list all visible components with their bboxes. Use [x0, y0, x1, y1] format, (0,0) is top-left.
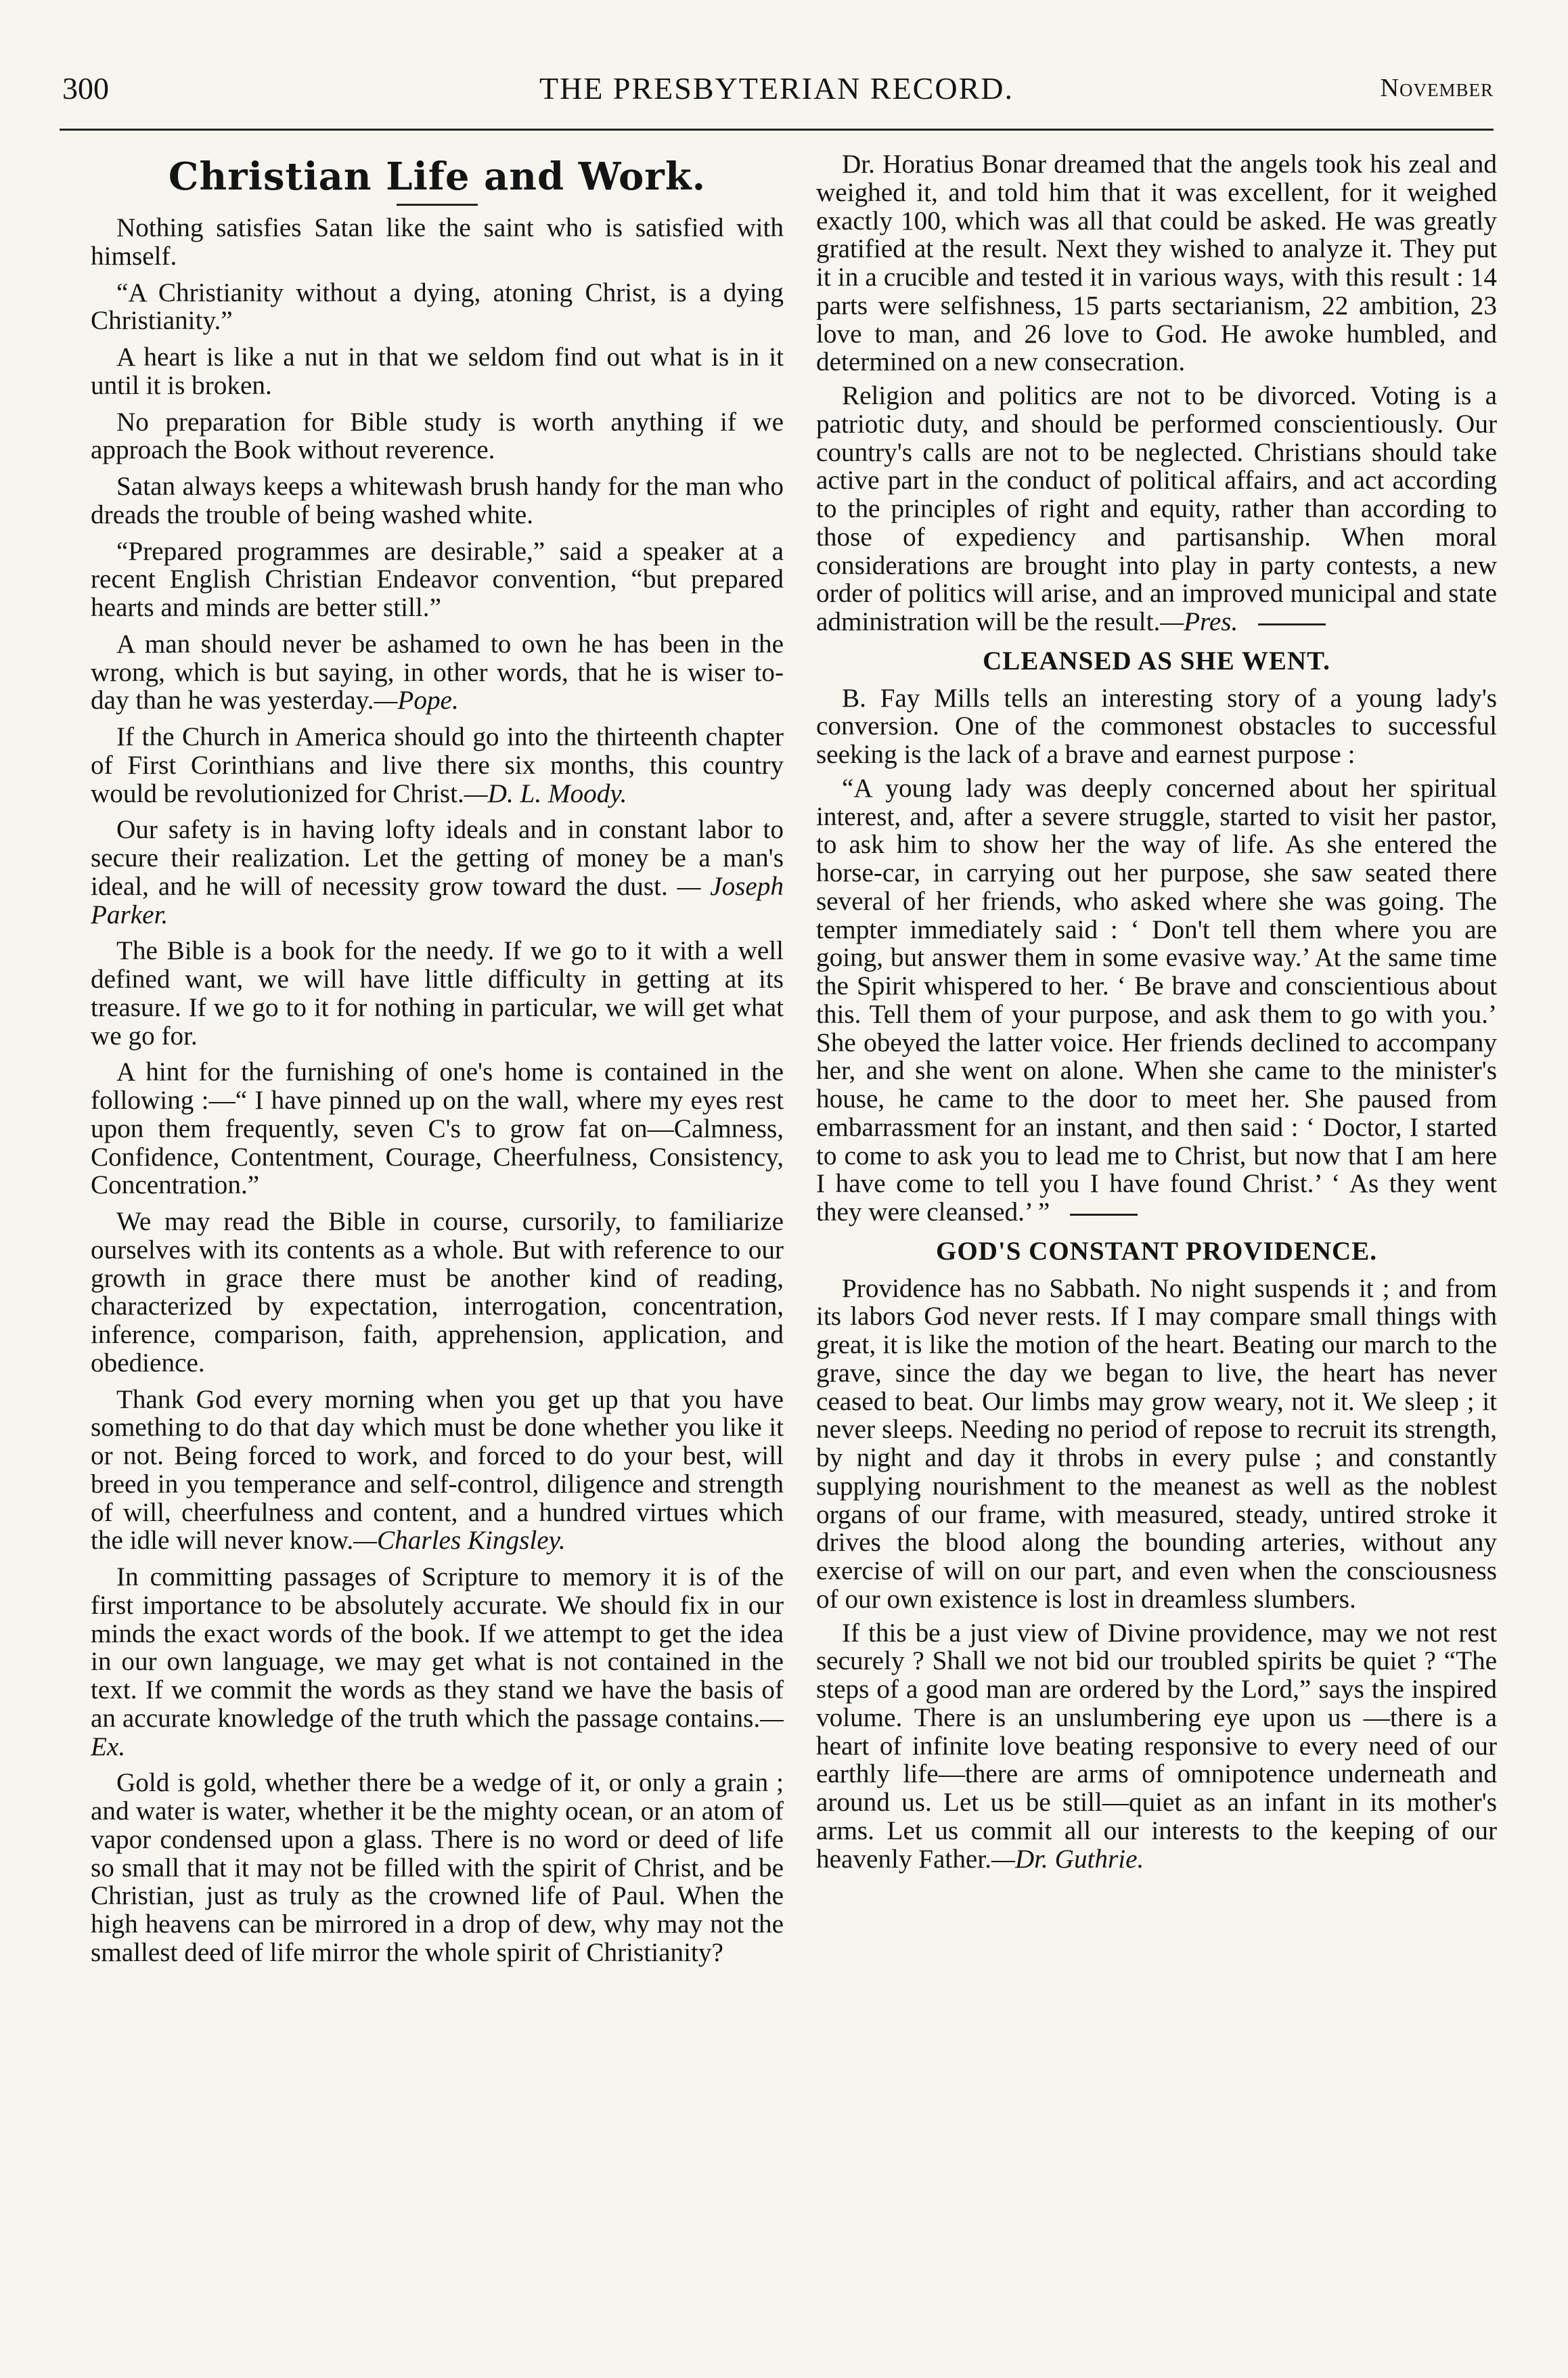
paragraph — [816, 774, 1497, 1227]
attribution: — Joseph Parker. — [91, 871, 784, 929]
paragraph-text: “A young lady was deeply concerned about her spiritual interest, and, after a severe struggle, started to visit her pastor, to ask him to show her the way of life. As she entered the horse-car, in carrying out her purpose, she saw seated there several of her friends, who asked where she was going. The tempter immediately said : ‘ Don't tell them where you are going, but answer them in some evasive way.’ At the same time the Spirit whispered to her. ‘ Be brave and conscientious about this. Tell them of your purpose, and ask them to go with you.’ She obeyed the latter voice. Her friends declined to accompany her, and she went on alone. When she came to the minister's house, he came to the door to meet her. She paused from embarrassment for an instant, and then said : ‘ Doctor, I started to come to ask you to lead me to Christ, but now that I am here I have come to tell you I have found Christ.’ ‘ As they went they were cleansed.’ ” — [816, 773, 1497, 1227]
providence-paragraphs — [816, 1275, 1497, 1874]
header-rule — [60, 129, 1494, 131]
providence-heading: GOD'S CONSTANT PROVIDENCE. — [936, 1236, 1377, 1266]
paragraph-text: Gold is gold, whether there be a wedge of it, or only a grain ; and water is water, whether it be the mighty ocean, or an atom of vapor condensed upon a glass. There is no word or deed of life so small that it may not be filled with the spirit of Christ, and be Christian, just as truly as the crowned life of Paul. When the high heavens can be mirrored in a drop of dew, why may not the smallest deed of life mirror the whole spirit of Christianity? — [91, 1768, 784, 1967]
left-column — [91, 150, 784, 1975]
right-intro-paragraphs — [816, 150, 1497, 636]
paragraph-text: Thank God every morning when you get up that you have something to do that day which must be done whether you like it or not. Being forced to work, and forced to do your best, will breed in you temperance and self-control, diligence and strength of will, cheerfulness and content, and a hundred virtues which the idle will never know. — [91, 1384, 784, 1556]
cleansed-paragraphs — [816, 684, 1497, 1227]
paragraph-text: Dr. Horatius Bonar dreamed that the angels took his zeal and weighed it, and told him that it was excellent, for it weighed exactly 100, which was all that could be asked. He was greatly gratified at the result. Next they wished to analyze it. They put it in a crucible and tested it in various ways, with this result : 14 parts were selfishness, 15 parts sectarianism, 22 ambition, 23 love to man, and 26 love to God. He awoke humbled, and determined on a new consecration. — [816, 150, 1497, 377]
paragraph — [816, 382, 1497, 636]
cleansed-heading: CLEANSED AS SHE WENT. — [983, 646, 1330, 676]
paragraph-text: If this be a just view of Divine providence, may we not rest securely ? Shall we not bid our troubled spirits be quiet ? “The steps of a good man are ordered by the Lord,” says the inspired volume. There is an unslumbering eye upon us —there is a heart of infinite love beating responsive to every need of our earthly life—there are arms of omnipotence underneath and around us. Let us be still—quiet as an infant in its mother's arms. Let us commit all our interests to the keeping of our heavenly Father. — [816, 1618, 1497, 1874]
paragraph-text: A hint for the furnishing of one's home is contained in the following :—“ I have pinned up on the wall, where my eyes rest upon them frequently, seven C's to grow fat on—Calmness, Confidence, Contentment, Courage, Cheerfulness, Consistency, Concentration.” — [91, 1057, 784, 1200]
paragraph-text: In committing passages of Scripture to memory it is of the first importance to be absolutely accurate. We should fix in our minds the exact words of the book. If we attempt to get the idea in our own language, we may get what is not contained in the text. If we commit the words as they stand we have the basis of an accurate knowledge of the truth which the passage contains. — [91, 1562, 784, 1733]
paragraph-text: B. Fay Mills tells an interesting story of a young lady's conversion. One of the commonest obstacles to successful seeking is the lack of a brave and earnest purpose : — [816, 683, 1497, 770]
paragraph-text: Religion and politics are not to be divorced. Voting is a patriotic duty, and should be performed conscientiously. Our country's calls are not to be neglected. Christians should take active part in the conduct of political affairs, and act according to the principles of right and equity, rather than according to those of expediency and partisanship. When moral considerations are brought into play in party contests, a new order of politics will arise, and an improved municipal and state administration will be the result. — [816, 381, 1497, 636]
paragraph — [91, 408, 784, 465]
paragraph — [91, 1058, 784, 1199]
paragraph — [91, 343, 784, 400]
attribution: —Pope. — [374, 686, 459, 715]
paragraph — [91, 937, 784, 1050]
paragraph — [91, 1769, 784, 1966]
paragraph-text: A heart is like a nut in that we seldom find out what is in it until it is broken. — [91, 343, 784, 400]
paragraph-text: A man should never be ashamed to own he has been in the wrong, which is but saying, in other words, that he is wiser to-day than he was yesterday. — [91, 629, 784, 715]
paragraph-text: Our safety is in having lofty ideals and in constant labor to secure their realization. Let the getting of money be a man's ideal, and he will of necessity grow toward the dust. — [91, 815, 784, 901]
paragraph-text: The Bible is a book for the needy. If we go to it with a well defined want, we will have little difficulty in getting at its treasure. If we go to it for nothing in particular, we will get what we go for. — [91, 936, 784, 1051]
paragraph-text: No preparation for Bible study is worth anything if we approach the Book without reverence. — [91, 407, 784, 465]
attribution: —Pres. — [1160, 607, 1238, 636]
paragraph — [816, 1619, 1497, 1874]
journal-title: THE PRESBYTERIAN RECORD. — [539, 71, 1014, 106]
paragraph-text: Providence has no Sabbath. No night suspends it ; and from its labors God never rests. If I may compare small things with great, it is like the motion of the heart. Beating our march to the grave, since the day we began to live, the heart has never ceased to beat. Our limbs may grow weary, not it. We sleep ; it never sleeps. Needing no period of repose to recruit its strength, by night and day it throbs in every pulse ; and constantly supplying nourishment to the meanest as well as the noblest organs of our frame, with measured, steady, untired stroke it drives the blood along the bounding arteries, without any exercise of will on our part, and even when the consciousness of our own existence is lost in dreamless slumbers. — [816, 1273, 1497, 1614]
paragraph-text: We may read the Bible in course, cursorily, to familiarize ourselves with its contents as a whole. But with reference to our growth in grace there must be another kind of reading, characterized by expectation, interrogation, concentration, inference, comparison, faith, apprehension, application, and obedience. — [91, 1207, 784, 1378]
paragraph — [91, 816, 784, 929]
paragraph — [91, 723, 784, 808]
issue-month: November — [1380, 74, 1494, 102]
section-title: Christian Life and Work. — [168, 154, 707, 199]
page-header — [60, 66, 1494, 115]
attribution: —Dr. Guthrie. — [991, 1844, 1144, 1874]
paragraph-text: “A Christianity without a dying, atoning Christ, is a dying Christianity.” — [91, 278, 784, 336]
attribution: —Charles Kingsley. — [353, 1526, 566, 1556]
attribution: —D. L. Moody. — [464, 778, 627, 808]
paragraph — [816, 150, 1497, 376]
page-number: 300 — [62, 71, 109, 106]
paragraph — [91, 214, 784, 271]
paragraph — [91, 279, 784, 336]
section-rule — [1070, 1214, 1138, 1216]
paragraph — [91, 1563, 784, 1761]
paragraph — [91, 1386, 784, 1556]
paragraph-text: “Prepared programmes are desirable,” said a speaker at a recent English Christian Endeavor convention, “but prepared hearts and minds are better still.” — [91, 536, 784, 623]
paragraph-text: If the Church in America should go into the thirteenth chapter of First Corinthians and live there six months, this country would be revolutionized for Christ. — [91, 722, 784, 808]
paragraph-text: Nothing satisfies Satan like the saint who is satisfied with himself. — [91, 213, 784, 271]
attribution: —Ex. — [91, 1703, 784, 1761]
section-rule — [1258, 623, 1326, 625]
paragraph-text: Satan always keeps a whitewash brush handy for the man who dreads the trouble of being washed white. — [91, 472, 784, 529]
paragraph — [816, 1275, 1497, 1614]
paragraph — [91, 1208, 784, 1378]
left-paragraphs — [91, 214, 784, 1967]
paragraph — [91, 537, 784, 622]
right-column — [816, 150, 1497, 1878]
paragraph — [816, 684, 1497, 769]
paragraph — [91, 472, 784, 529]
title-rule — [397, 204, 478, 206]
paragraph — [91, 630, 784, 715]
